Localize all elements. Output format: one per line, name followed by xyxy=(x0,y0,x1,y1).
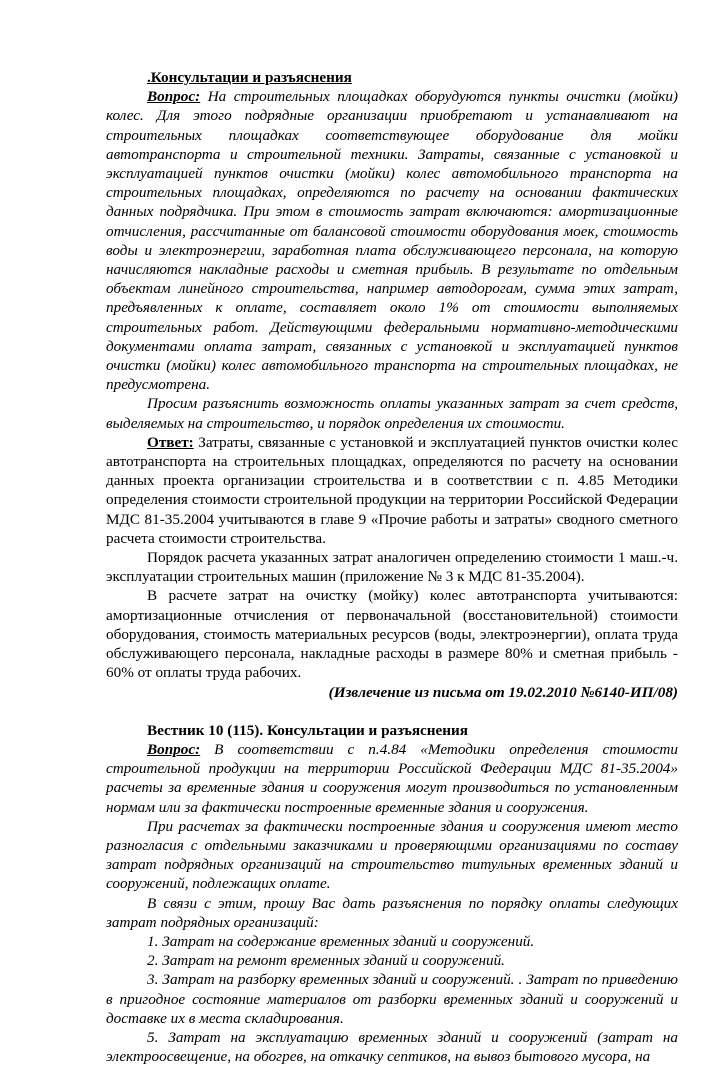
list-item: 2. Затрат на ремонт временных зданий и сооружений. xyxy=(147,952,505,970)
section1-answer-text: Затраты, связанные с установкой и эксплуатацией пунктов очистки колес автотранспорта на строительных площадках, определяются по расчету на основании данных проекта организации строительства и в соответствии с п. 4.85 Методики определения стоимости строительной продукции на территории Российской Федерации МДС 81-35.2004 учитываются в главе 9 «Прочие работы и затраты» сводного сметного расчета стоимости строительства. xyxy=(106,433,678,547)
section2-question-label: Вопрос: xyxy=(147,740,201,758)
section1-question xyxy=(106,87,678,394)
section1-question-label: Вопрос: xyxy=(147,88,201,106)
section2-p2: При расчетах за фактически построенные здания и сооружения имеют место разногласия с отдельными заказчиками и проверяющими организациями по составу затрат подрядных организаций на строительство титульных временных зданий и сооружений, подлежащих оплате. xyxy=(106,817,678,893)
section1-answer xyxy=(106,433,678,548)
list-item: 3. Затрат на разборку временных зданий и сооружений. . Затрат по приведению в пригодное состояние материалов от разборки временных зданий и сооружений и доставке их в места складирования. xyxy=(106,971,678,1027)
section2-p3: В связи с этим, прошу Вас дать разъяснения по порядку оплаты следующих затрат подрядных организаций: xyxy=(106,894,678,931)
section1-heading-text: .Консультации и разъяснения xyxy=(147,69,352,86)
section-gap xyxy=(106,702,678,721)
section1-answer-p2: Порядок расчета указанных затрат аналогичен определению стоимости 1 маш.-ч. эксплуатации строительных машин (приложение № 3 к МДС 81-35.2004). xyxy=(106,549,678,586)
section1-question-text: На строительных площадках оборудуются пункты очистки (мойки) колес. Для этого подрядные организации приобретают и устанавливают на строительных площадках соответствующее оборудование для мойки автотранспорта и строительной техники. Затраты, связанные с установкой и эксплуатацией пунктов очистки (мойки) колес автомобильного транспорта на строительных площадках, определяются по расчету на основании фактических данных подрядчика. При этом в стоимость затрат включаются: амортизационные отчисления, рассчитанные от балансовой стоимости оборудования моек, стоимость воды и электроэнергии, заработная плата обслуживающего персонала, на которую начисляются накладные расходы и сметная прибыль. В результате по отдельным объектам линейного строительства, например автодорогам, сумма этих затрат, предъявленных к оплате, составляет около 1% от стоимости выполняемых строительных работ. Действующими федеральными нормативно-методическими документами оплата затрат, связанных с установкой и эксплуатацией пунктов очистки (мойки) колес автомобильного транспорта на строительных площадках, не предусмотрена. xyxy=(106,88,678,394)
section1-answer-label: Ответ: xyxy=(147,433,194,451)
section2-question xyxy=(106,740,678,817)
section1-answer-p3: В расчете затрат на очистку (мойку) колес автотранспорта учитываются: амортизационные отчисления от первоначальной (восстановительной) стоимости оборудования, стоимость материальных ресурсов (воды, электроэнергии), оплата труда обслуживающего персонала, накладные расходы в размере 80% и сметная прибыль - 60% от оплаты труда рабочих. xyxy=(106,587,678,682)
section2-heading xyxy=(106,721,678,740)
section2-question-text: В соответствии с п.4.84 «Методики определения стоимости строительной продукции на территории Российской Федерации МДС 81-35.2004» расчеты за временные здания и сооружения могут производиться по установленным нормам или за фактически построенные временные здания и сооружения. xyxy=(106,740,678,816)
section1-heading xyxy=(106,68,678,87)
list-item: 1. Затрат на содержание временных зданий и сооружений. xyxy=(147,932,535,950)
section1-source: (Извлечение из письма от 19.02.2010 №6140-ИП/08) xyxy=(328,683,678,701)
section2-heading-text: Вестник 10 (115). Консультации и разъяснения xyxy=(147,721,469,739)
section1-request: Просим разъяснить возможность оплаты указанных затрат за счет средств, выделяемых на строительство, и порядок определения их стоимости. xyxy=(106,395,678,432)
list-item: 5. Затрат на эксплуатацию временных зданий и сооружений (затрат на электроосвещение, на обогрев, на откачку септиков, на вывоз бытового мусора, на xyxy=(106,1028,678,1066)
